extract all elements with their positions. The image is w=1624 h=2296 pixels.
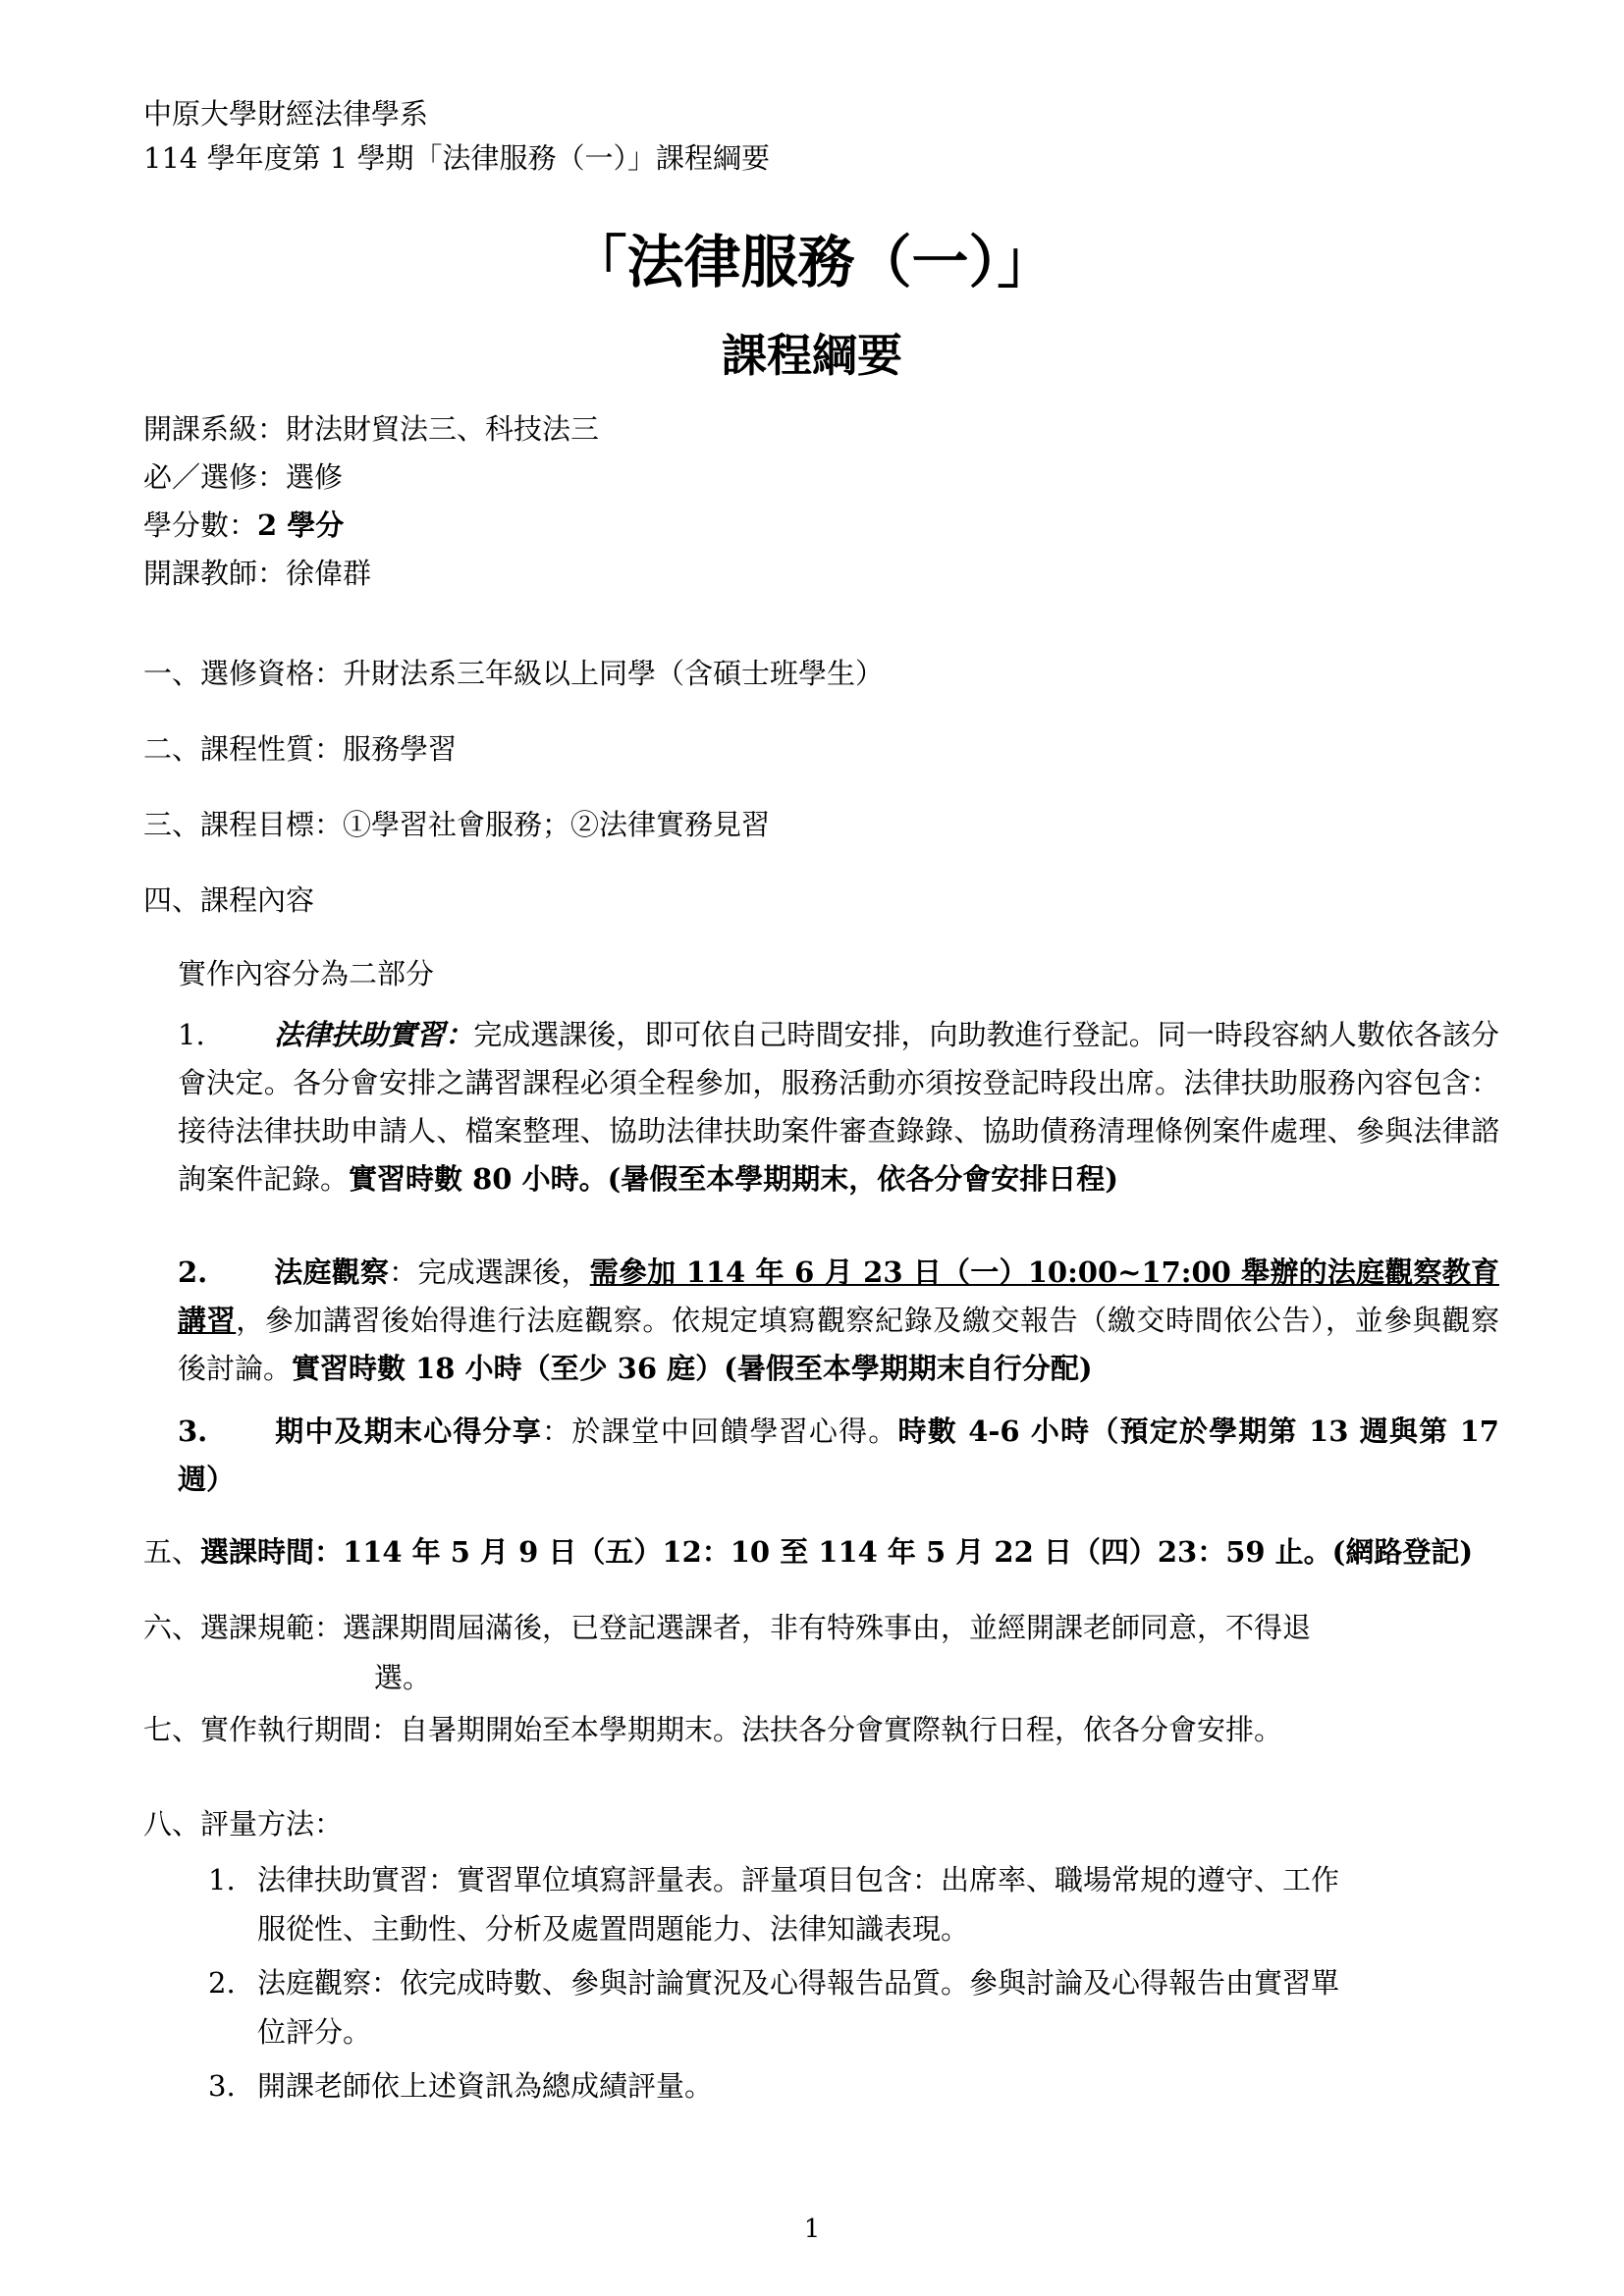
content-item-legal-aid [178, 1011, 1499, 1203]
content-item-court-observation [178, 1249, 1499, 1393]
section-nature: 二、課程性質：服務學習 [143, 732, 458, 766]
section-execution-period: 七、實作執行期間：自暑期開始至本學期期末。法扶各分會實際執行日程，依各分會安排。 [143, 1713, 1283, 1746]
eval-number: 1. [208, 1863, 236, 1896]
term-line: 114 學年度第 1 學期「法律服務（一）」課程綱要 [143, 141, 770, 175]
eval-line: 法律扶助實習：實習單位填寫評量表。評量項目包含：出席率、職場常規的遵守、工作 [257, 1863, 1340, 1896]
item-body: ：於課堂中回饋學習心得。 [542, 1415, 898, 1448]
section-rules-line2: 選。 [374, 1661, 432, 1694]
enrollment-period-text: 選課時間：114 年 5 月 9 日（五）12：10 至 114 年 5 月 22 日（四）23：59 止。(網路登記) [200, 1535, 1474, 1569]
section-content-heading: 四、課程內容 [143, 883, 315, 917]
eval-number: 3. [208, 2069, 236, 2103]
credits-label: 學分數： [143, 508, 258, 542]
item-heading: 法庭觀察 [274, 1255, 390, 1289]
eval-line: 位評分。 [257, 2015, 372, 2049]
item-number: 2. [178, 1255, 208, 1289]
item-number: 1. [178, 1018, 205, 1051]
page-number: 1 [803, 2215, 821, 2244]
document-title: 「法律服務（一）」 [569, 229, 1055, 295]
content-item-reflection [178, 1408, 1499, 1504]
item-heading: 法律扶助實習： [274, 1018, 474, 1051]
meta-credits [143, 505, 344, 546]
eval-line: 開課老師依上述資訊為總成績評量。 [257, 2069, 714, 2103]
section-eligibility: 一、選修資格：升財法系三年級以上同學（含碩士班學生） [143, 657, 885, 690]
eval-number: 2. [208, 1966, 236, 2000]
department-name: 中原大學財經法律學系 [143, 97, 429, 131]
document-subtitle: 課程綱要 [722, 329, 902, 382]
item-number: 3. [178, 1415, 208, 1448]
evaluation-item [208, 1855, 1339, 1953]
content-intro: 實作內容分為二部分 [178, 957, 435, 990]
section-enrollment-period [143, 1531, 1473, 1573]
item-hours: 時數 4-6 小時（預定於學期第 13 週與第 17 週） [178, 1415, 1499, 1496]
evaluation-item [208, 2061, 713, 2110]
item-body: 完成選課後，即可依自己時間安排，向助教進行登記。同一時段容納人數依各該分會決定。各分會安排之講習課程必須全程參加，服務活動亦須按登記時段出席。法律扶助服務內容包含：接待法律扶助申請人、檔案整理、協助法律扶助案件審查錄錄、協助債務清理條例案件處理、參與法律諮詢案件記錄。 [178, 1018, 1499, 1196]
section-objectives: 三、課程目標：①學習社會服務；②法律實務見習 [143, 808, 771, 841]
item-workshop-note: 需參加 114 年 6 月 23 日（一）10:00~17:00 舉辦的法庭觀察教育講習 [178, 1255, 1499, 1337]
eval-line: 法庭觀察：依完成時數、參與討論實況及心得報告品質。參與討論及心得報告由實習單 [257, 1966, 1340, 2000]
section-evaluation-heading: 八、評量方法： [143, 1807, 344, 1841]
item-hours: 實習時數 18 小時（至少 36 庭）(暑假至本學期期末自行分配) [292, 1352, 1093, 1385]
meta-required: 必／選修：選修 [143, 460, 344, 494]
item-body: ：完成選課後， [389, 1255, 590, 1289]
item-body-2: ，參加講習後始得進行法庭觀察。依規定填寫觀察紀錄及繳交報告（繳交時間依公告），並參與觀察後討論。 [178, 1304, 1499, 1385]
meta-class: 開課系級：財法財貿法三、科技法三 [143, 412, 600, 446]
item-heading: 期中及期末心得分享 [274, 1415, 543, 1448]
item-hours: 實習時數 80 小時。(暑假至本學期期末，依各分會安排日程) [349, 1162, 1119, 1196]
evaluation-item [208, 1958, 1339, 2056]
eval-line: 服從性、主動性、分析及處置問題能力、法律知識表現。 [257, 1912, 970, 1946]
meta-teacher: 開課教師：徐偉群 [143, 557, 372, 590]
credits-value: 2 學分 [257, 508, 345, 542]
section-rules-line1: 六、選課規範：選課期間屆滿後，已登記選課者，非有特殊事由，並經開課老師同意，不得退 [143, 1611, 1312, 1644]
section-prefix: 五、 [143, 1535, 201, 1569]
